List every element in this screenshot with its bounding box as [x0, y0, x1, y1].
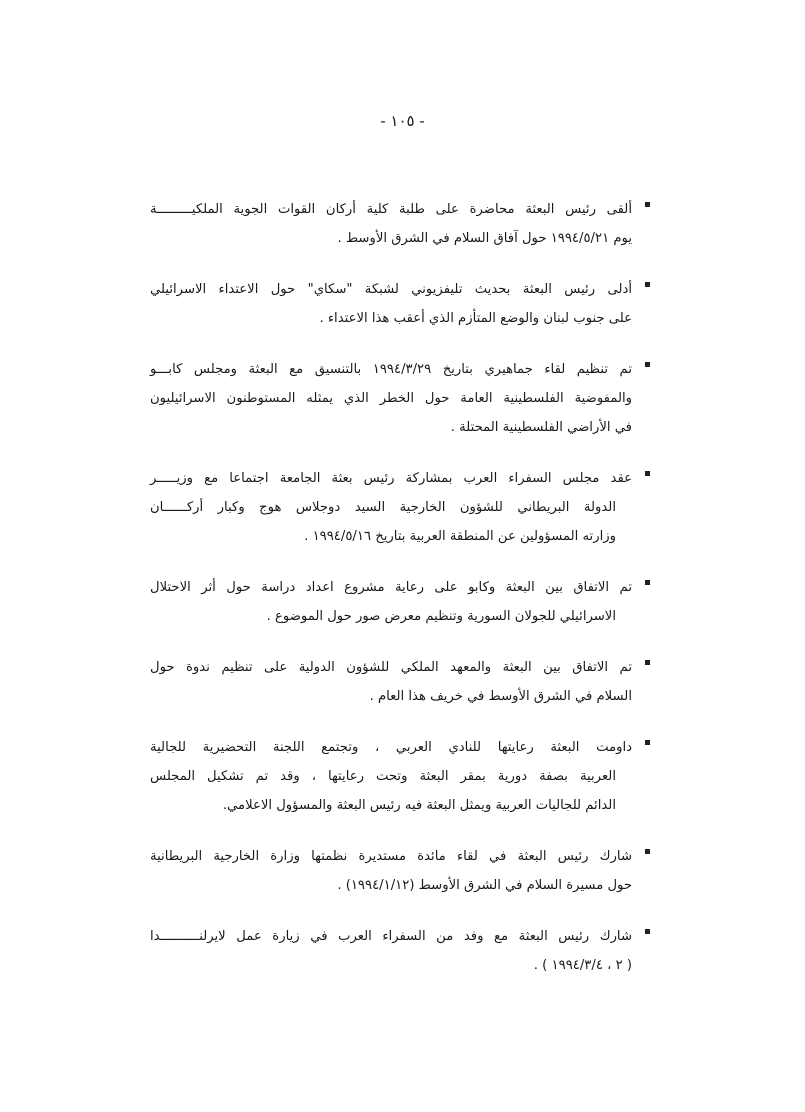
list-item-line: الدائم للجاليات العربية ويمثل البعثة فيه رئيس البعثة والمسؤول الاعلامي.	[222, 798, 616, 813]
list-item	[150, 842, 650, 900]
square-bullet-icon	[645, 580, 650, 585]
list-item-line: على جنوب لبنان والوضع المتأزم الذي أعقب هذا الاعتداء .	[319, 311, 632, 326]
list-item-line: حول مسيرة السلام في الشرق الأوسط (١٩٩٤/١/١٢) .	[337, 878, 632, 893]
square-bullet-icon	[645, 849, 650, 854]
list-item-line: أدلى رئيس البعثة بحديث تليفزيوني لشبكة "سكاي" حول الاعتداء الاسرائيلي	[150, 282, 632, 297]
list-item-line: عقد مجلس السفراء العرب بمشاركة رئيس بعثة الجامعة اجتماعا مع وزيـــــر	[150, 471, 632, 486]
list-item	[150, 464, 650, 551]
list-item-line: وزارته المسؤولين عن المنطقة العربية بتاريخ ١٩٩٤/٥/١٦ .	[304, 529, 616, 544]
square-bullet-icon	[645, 282, 650, 287]
square-bullet-icon	[645, 202, 650, 207]
list-item-line: تم الاتفاق بين البعثة وكابو على رعاية مشروع اعداد دراسة حول أثر الاحتلال	[150, 580, 632, 595]
list-item	[150, 355, 650, 442]
list-item-line: ( ٢ ، ١٩٩٤/٣/٤ ) .	[533, 958, 632, 973]
list-item-line: ألقى رئيس البعثة محاضرة على طلبة كلية أركان القوات الجوية الملكيـــــــــة	[150, 202, 632, 217]
list-item-line: السلام في الشرق الأوسط في خريف هذا العام .	[369, 689, 632, 704]
list-item-line: داومت البعثة رعايتها للنادي العربي ، وتجتمع اللجنة التحضيرية للجالية	[150, 740, 632, 755]
list-item	[150, 573, 650, 631]
list-item	[150, 653, 650, 711]
list-item-line: تم الاتفاق بين البعثة والمعهد الملكي للشؤون الدولية على تنظيم ندوة حول	[150, 660, 632, 675]
list-item-line: العربية بصفة دورية بمقر البعثة وتحت رعايتها ، وقد تم تشكيل المجلس	[150, 769, 616, 784]
list-item-line: الدولة البريطاني للشؤون الخارجية السيد دوجلاس هوج وكبار أركــــــان	[150, 500, 616, 515]
bullet-list	[150, 195, 650, 1002]
list-item-line: والمفوضية الفلسطينية العامة حول الخطر الذي يمثله المستوطنون الاسرائيليون	[150, 391, 632, 406]
list-item	[150, 195, 650, 253]
list-item-line: تم تنظيم لقاء جماهيري بتاريخ ١٩٩٤/٣/٢٩ بالتنسيق مع البعثة ومجلس كابـــو	[150, 362, 632, 377]
list-item	[150, 275, 650, 333]
square-bullet-icon	[645, 740, 650, 745]
square-bullet-icon	[645, 471, 650, 476]
square-bullet-icon	[645, 660, 650, 665]
list-item-line: يوم ١٩٩٤/٥/٢١ حول آفاق السلام في الشرق الأوسط .	[337, 231, 632, 246]
page-number: - ١٠٥ -	[380, 112, 425, 130]
list-item-line: في الأراضي الفلسطينية المحتلة .	[450, 420, 632, 435]
list-item	[150, 733, 650, 820]
list-item-line: شارك رئيس البعثة مع وفد من السفراء العرب في زيارة عمل لايرلنــــــــــدا	[150, 929, 632, 944]
list-item	[150, 922, 650, 980]
square-bullet-icon	[645, 362, 650, 367]
list-item-line: الاسرائيلي للجولان السورية وتنظيم معرض صور حول الموضوع .	[266, 609, 616, 624]
list-item-line: شارك رئيس البعثة في لقاء مائدة مستديرة نظمتها وزارة الخارجية البريطانية	[150, 849, 632, 864]
square-bullet-icon	[645, 929, 650, 934]
